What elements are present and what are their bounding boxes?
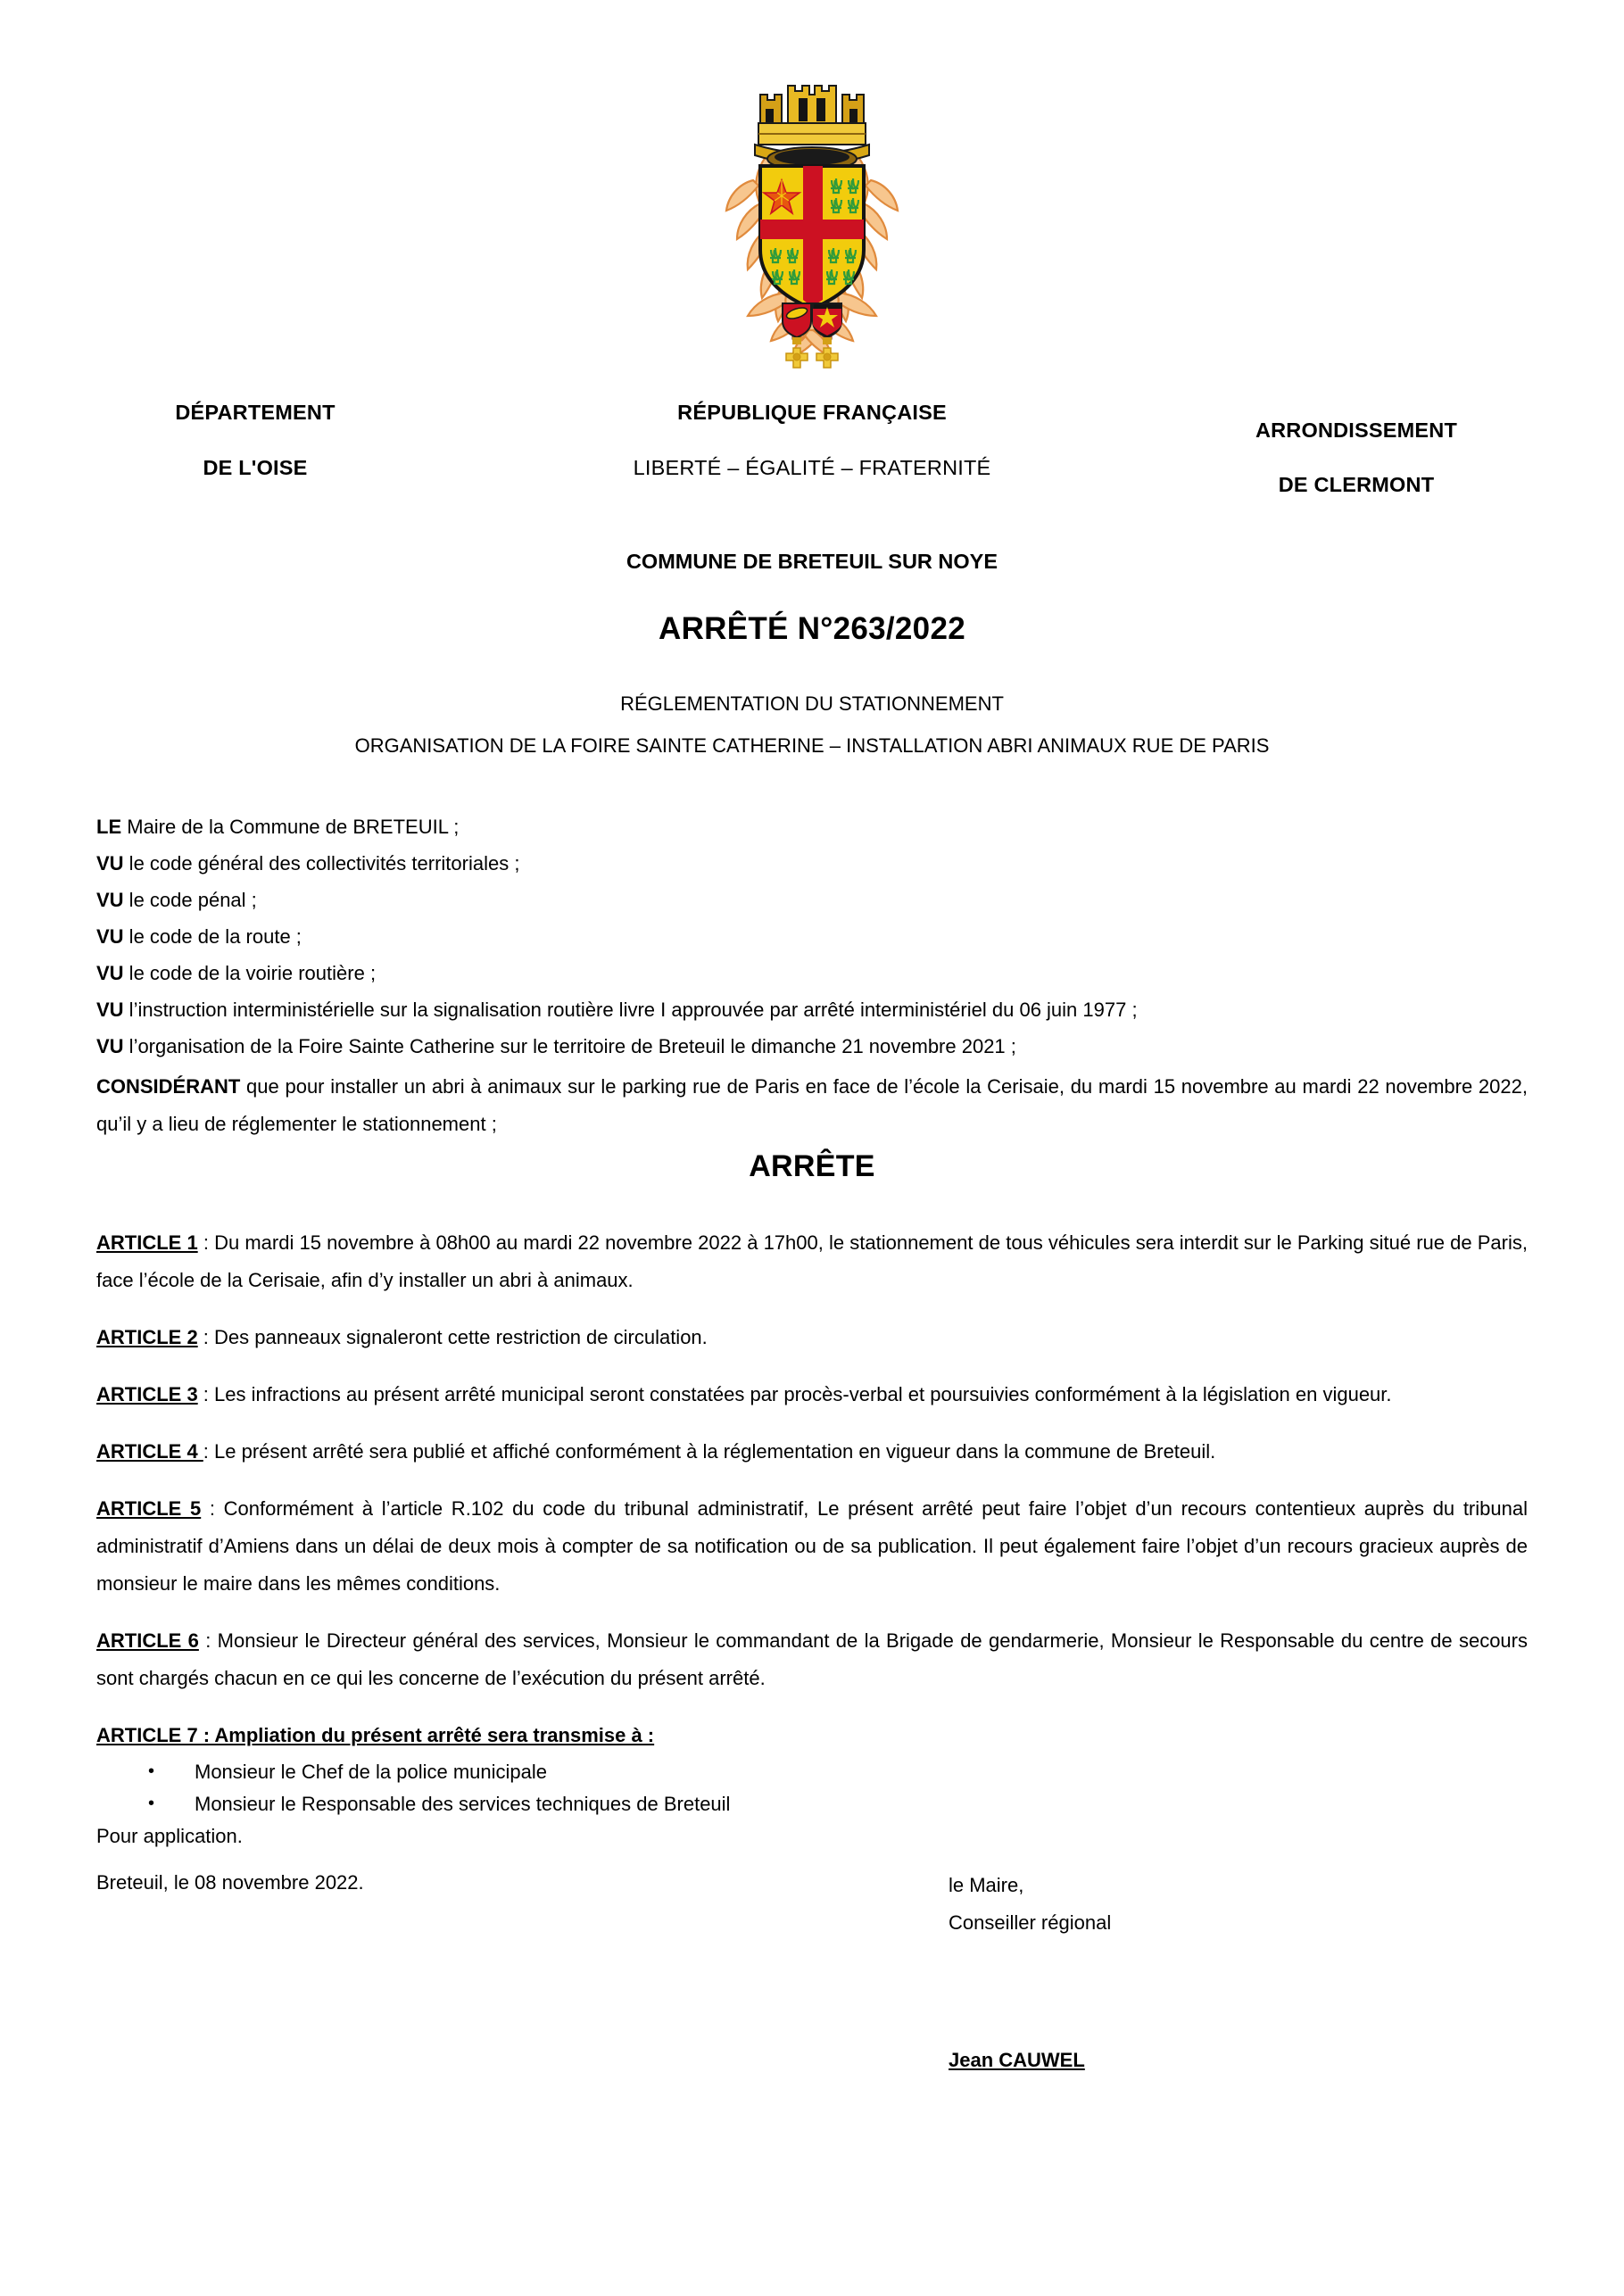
list-item: • Monsieur le Responsable des services techniques de Breteuil [96, 1788, 1528, 1820]
article-item [96, 1319, 1528, 1356]
article-text: : Monsieur le Directeur général des services, Monsieur le commandant de la Brigade de gendarmerie, Monsieur le Responsable du centre de secours sont chargés chacun en ce qui les concerne de l’exécution du présent arrêté. [96, 1629, 1528, 1689]
arrondissement-name: DE CLERMONT [1278, 473, 1435, 497]
arrete-heading: ARRÊTE [749, 1149, 875, 1183]
clause-prefix: VU [96, 999, 124, 1021]
preamble-clause [96, 922, 1528, 951]
header-column-arrondissement [1169, 418, 1544, 497]
clause-text: le code de la route ; [123, 925, 302, 948]
clause-prefix: LE [96, 816, 122, 838]
article-label: ARTICLE 5 [96, 1497, 202, 1520]
subtitle-line-1: RÉGLEMENTATION DU STATIONNEMENT [620, 692, 1004, 715]
article-text: : Conformément à l’article R.102 du code du tribunal administratif, Le présent arrêté peut faire l’objet d’un recours contentieux auprès du tribunal administratif d’Amiens dans un délai de deux mois à compter de sa notification ou de sa publication. Il peut également faire l’objet d’un recours gracieux auprès de monsieur le maire dans les mêmes conditions. [96, 1497, 1528, 1595]
header [0, 400, 1624, 534]
preamble-block [96, 812, 1528, 1143]
clause-text: le code de la voirie routière ; [123, 962, 377, 984]
republic-motto: LIBERTÉ – ÉGALITÉ – FRATERNITÉ [633, 456, 991, 480]
pour-application-note: Pour application. [96, 1825, 243, 1847]
article-item [96, 1376, 1528, 1413]
departement-name: DE L'OISE [203, 456, 308, 480]
clause-prefix: VU [96, 925, 124, 948]
shield-icon [760, 166, 864, 309]
article-7-label: ARTICLE 7 : Ampliation du présent arrêté sera transmise à : [96, 1724, 655, 1746]
preamble-clause [96, 885, 1528, 915]
ampliation-list [96, 1756, 1528, 1820]
clause-prefix: VU [96, 962, 124, 984]
header-column-republic [500, 400, 1124, 480]
list-item: • Monsieur le Chef de la police municipale [96, 1756, 1528, 1788]
place-and-date: Breteuil, le 08 novembre 2022. [96, 1871, 364, 1894]
considerant-text: que pour installer un abri à animaux sur le parking rue de Paris en face de l’école la Cerisaie, du mardi 15 novembre au mardi 22 novembre 2022, qu’il y a lieu de réglementer le stationnement ; [96, 1075, 1528, 1135]
clause-text: le code général des collectivités territoriales ; [123, 852, 520, 874]
clause-prefix: VU [96, 852, 124, 874]
republic-label: RÉPUBLIQUE FRANÇAISE [677, 401, 947, 424]
page-title: ARRÊTÉ N°263/2022 [659, 611, 965, 646]
preamble-clause [96, 849, 1528, 878]
preamble-clause [96, 1032, 1528, 1061]
considerant-prefix: CONSIDÉRANT [96, 1075, 241, 1098]
clause-text: l’organisation de la Foire Sainte Catherine sur le territoire de Breteuil le dimanche 21 novembre 2021 ; [123, 1035, 1016, 1057]
header-column-departement [86, 400, 425, 480]
article-text: : Les infractions au présent arrêté municipal seront constatées par procès-verbal et poursuivies conformément à la législation en vigueur. [197, 1383, 1392, 1405]
article-label: ARTICLE 4 [96, 1440, 203, 1463]
clause-text: le code pénal ; [123, 889, 257, 911]
articles-block [96, 1224, 1528, 1974]
article-7-heading [96, 1717, 1528, 1754]
clause-text: l’instruction interministérielle sur la signalisation routière livre I approuvée par arrêté interministériel du 06 juin 1977 ; [123, 999, 1138, 1021]
arrondissement-label: ARRONDISSEMENT [1255, 419, 1458, 442]
commune-title: COMMUNE DE BRETEUIL SUR NOYE [626, 550, 998, 573]
signatory-title [949, 1867, 1111, 1942]
article-item [96, 1622, 1528, 1697]
article-item [96, 1433, 1528, 1471]
crest-container [0, 70, 1624, 382]
article-item [96, 1224, 1528, 1299]
coat-of-arms-icon [660, 70, 964, 382]
article-text: : Le présent arrêté sera publié et affiché conformément à la réglementation en vigueur dans la commune de Breteuil. [203, 1440, 1216, 1463]
article-label: ARTICLE 3 [96, 1383, 198, 1405]
signatory-name: Jean CAUWEL [949, 2049, 1085, 2071]
article-item [96, 1490, 1528, 1603]
clause-text: Maire de la Commune de BRETEUIL ; [121, 816, 460, 838]
article-text: : Des panneaux signaleront cette restriction de circulation. [197, 1326, 708, 1348]
departement-label: DÉPARTEMENT [175, 401, 336, 424]
article-text: : Du mardi 15 novembre à 08h00 au mardi 22 novembre 2022 à 17h00, le stationnement de tous véhicules sera interdit sur le Parking situé rue de Paris, face l’école de la Cerisaie, afin d’y installer un abri à animaux. [96, 1231, 1528, 1291]
clause-prefix: VU [96, 889, 124, 911]
clause-prefix: VU [96, 1035, 124, 1057]
preamble-clause [96, 958, 1528, 988]
mural-crown-icon [755, 86, 869, 170]
article-label: ARTICLE 6 [96, 1629, 199, 1652]
article-label: ARTICLE 1 [96, 1231, 198, 1254]
signatory-title-line-1: le Maire, [949, 1874, 1024, 1896]
preamble-clause [96, 995, 1528, 1024]
signature-row [96, 1867, 1528, 1974]
preamble-clause [96, 812, 1528, 841]
subtitle-line-2: ORGANISATION DE LA FOIRE SAINTE CATHERINE – INSTALLATION ABRI ANIMAUX RUE DE PARIS [354, 734, 1270, 757]
article-label: ARTICLE 2 [96, 1326, 198, 1348]
signatory-title-line-2: Conseiller régional [949, 1911, 1112, 1934]
considerant-clause [96, 1068, 1528, 1143]
